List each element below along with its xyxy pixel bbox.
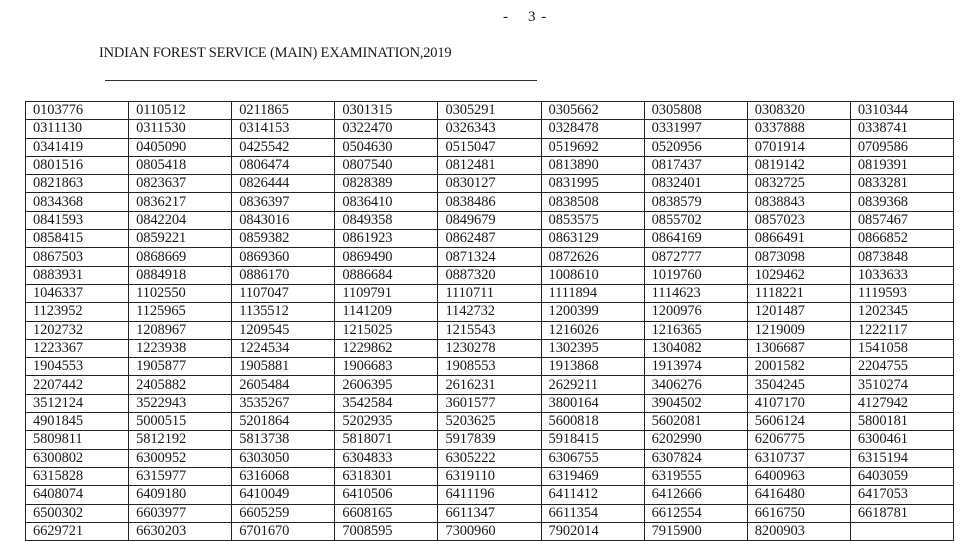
table-row (26, 504, 954, 522)
roll-number-cell: 0807540 (335, 156, 438, 174)
roll-number-cell: 6316068 (232, 467, 335, 485)
roll-number-cell: 1905877 (129, 358, 232, 376)
roll-number-cell: 7300960 (438, 522, 541, 540)
roll-number-cell: 2616231 (438, 376, 541, 394)
roll-number-cell: 5809811 (26, 431, 129, 449)
roll-number-cell: 2405882 (129, 376, 232, 394)
roll-number-cell: 1219009 (747, 321, 850, 339)
roll-number-cell: 0308320 (747, 102, 850, 120)
roll-number-cell: 1223938 (129, 339, 232, 357)
roll-number-cell: 3800164 (541, 394, 644, 412)
roll-number-cell: 1913868 (541, 358, 644, 376)
roll-number-cell: 1202345 (850, 303, 953, 321)
roll-number-cell: 0519692 (541, 138, 644, 156)
roll-number-cell: 1208967 (129, 321, 232, 339)
roll-number-cell: 0858415 (26, 230, 129, 248)
roll-number-cell: 0842204 (129, 211, 232, 229)
roll-number-cell: 0834368 (26, 193, 129, 211)
roll-number-cell: 6608165 (335, 504, 438, 522)
roll-number-cell: 2001582 (747, 358, 850, 376)
roll-number-cell: 1110711 (438, 284, 541, 302)
roll-number-cell: 5203625 (438, 413, 541, 431)
roll-number-cell: 1224534 (232, 339, 335, 357)
roll-number-cell: 1202732 (26, 321, 129, 339)
roll-number-cell: 7915900 (644, 522, 747, 540)
roll-number-cell: 6411412 (541, 486, 644, 504)
roll-number-cell: 1215543 (438, 321, 541, 339)
table-row (26, 376, 954, 394)
roll-number-cell: 5202935 (335, 413, 438, 431)
roll-number-cell: 0861923 (335, 230, 438, 248)
roll-number-cell: 1215025 (335, 321, 438, 339)
roll-number-cell: 0887320 (438, 266, 541, 284)
roll-number-cell: 4901845 (26, 413, 129, 431)
roll-number-cell: 0849679 (438, 211, 541, 229)
roll-number-cell: 0849358 (335, 211, 438, 229)
roll-number-cell: 6206775 (747, 431, 850, 449)
roll-number-cell: 0821863 (26, 175, 129, 193)
roll-number-cell: 0838843 (747, 193, 850, 211)
roll-number-cell: 6400963 (747, 467, 850, 485)
roll-number-cell: 6304833 (335, 449, 438, 467)
roll-number-cell: 3406276 (644, 376, 747, 394)
roll-number-cell: 0838486 (438, 193, 541, 211)
roll-number-cell: 6611354 (541, 504, 644, 522)
roll-number-cell: 6319110 (438, 467, 541, 485)
table-row (26, 303, 954, 321)
roll-number-cell: 0859382 (232, 230, 335, 248)
roll-number-cell: 1223367 (26, 339, 129, 357)
roll-number-cell: 0869360 (232, 248, 335, 266)
roll-number-cell: 0425542 (232, 138, 335, 156)
roll-number-cell: 0326343 (438, 120, 541, 138)
roll-number-cell: 1111894 (541, 284, 644, 302)
roll-number-cell: 1906683 (335, 358, 438, 376)
table-row (26, 522, 954, 540)
roll-number-cell: 0805418 (129, 156, 232, 174)
roll-number-cell: 0520956 (644, 138, 747, 156)
roll-number-cell: 0813890 (541, 156, 644, 174)
roll-number-cell: 0873098 (747, 248, 850, 266)
roll-number-cell: 0857023 (747, 211, 850, 229)
roll-number-cell: 1201487 (747, 303, 850, 321)
table-row (26, 193, 954, 211)
roll-number-cell: 0884918 (129, 266, 232, 284)
roll-number-cell: 3542584 (335, 394, 438, 412)
table-row (26, 284, 954, 302)
roll-number-cell: 0110512 (129, 102, 232, 120)
roll-number-cell: 1123952 (26, 303, 129, 321)
table-row (26, 321, 954, 339)
table-row (26, 449, 954, 467)
roll-number-cell: 0832401 (644, 175, 747, 193)
table-row (26, 211, 954, 229)
roll-number-cell: 0857467 (850, 211, 953, 229)
roll-number-cell: 0301315 (335, 102, 438, 120)
roll-number-cell: 5606124 (747, 413, 850, 431)
roll-number-cell: 6603977 (129, 504, 232, 522)
roll-number-cell: 6403059 (850, 467, 953, 485)
roll-number-cell: 6500302 (26, 504, 129, 522)
roll-number-cell: 6303050 (232, 449, 335, 467)
table-row (26, 248, 954, 266)
roll-number-cell: 6629721 (26, 522, 129, 540)
roll-numbers-table (25, 101, 954, 541)
roll-number-cell: 0405090 (129, 138, 232, 156)
roll-number-cell: 5201864 (232, 413, 335, 431)
roll-number-cell: 4107170 (747, 394, 850, 412)
roll-number-cell: 1008610 (541, 266, 644, 284)
roll-number-cell: 6300952 (129, 449, 232, 467)
roll-number-cell: 0826444 (232, 175, 335, 193)
roll-number-cell: 1033633 (850, 266, 953, 284)
roll-number-cell: 0859221 (129, 230, 232, 248)
roll-number-cell: 1102550 (129, 284, 232, 302)
roll-number-cell: 0869490 (335, 248, 438, 266)
roll-number-cell: 1142732 (438, 303, 541, 321)
roll-number-cell: 0504630 (335, 138, 438, 156)
roll-number-cell: 0862487 (438, 230, 541, 248)
roll-number-cell: 0817437 (644, 156, 747, 174)
roll-number-cell: 0328478 (541, 120, 644, 138)
roll-number-cell: 1135512 (232, 303, 335, 321)
roll-number-cell: 0211865 (232, 102, 335, 120)
roll-number-cell: 0883931 (26, 266, 129, 284)
roll-number-cell: 0311130 (26, 120, 129, 138)
table-row (26, 266, 954, 284)
roll-number-cell: 6315828 (26, 467, 129, 485)
roll-number-cell: 0886684 (335, 266, 438, 284)
roll-number-cell: 0833281 (850, 175, 953, 193)
roll-number-cell: 0823637 (129, 175, 232, 193)
roll-number-cell: 1029462 (747, 266, 850, 284)
roll-number-cell: 2605484 (232, 376, 335, 394)
roll-number-cell: 6315977 (129, 467, 232, 485)
roll-number-cell: 5602081 (644, 413, 747, 431)
roll-number-cell: 0305291 (438, 102, 541, 120)
roll-number-cell: 6202990 (644, 431, 747, 449)
table-row (26, 467, 954, 485)
roll-number-cell: 1304082 (644, 339, 747, 357)
roll-number-cell: 0838508 (541, 193, 644, 211)
roll-number-cell: 6416480 (747, 486, 850, 504)
roll-number-cell: 3904502 (644, 394, 747, 412)
table-row (26, 138, 954, 156)
roll-number-cell: 6319555 (644, 467, 747, 485)
roll-number-cell: 0873848 (850, 248, 953, 266)
roll-number-cell: 6412666 (644, 486, 747, 504)
roll-number-cell: 0843016 (232, 211, 335, 229)
roll-number-cell: 1908553 (438, 358, 541, 376)
roll-number-cell: 1905881 (232, 358, 335, 376)
roll-number-cell: 7902014 (541, 522, 644, 540)
roll-number-cell: 5917839 (438, 431, 541, 449)
roll-number-cell: 0867503 (26, 248, 129, 266)
roll-number-cell: 0341419 (26, 138, 129, 156)
roll-number-cell: 0806474 (232, 156, 335, 174)
roll-number-cell: 1216365 (644, 321, 747, 339)
roll-number-cell: 1230278 (438, 339, 541, 357)
roll-number-cell: 3510274 (850, 376, 953, 394)
roll-number-cell: 6300461 (850, 431, 953, 449)
roll-number-cell: 1306687 (747, 339, 850, 357)
roll-number-cell: 2606395 (335, 376, 438, 394)
roll-number-cell: 1125965 (129, 303, 232, 321)
roll-number-cell: 0836217 (129, 193, 232, 211)
roll-number-cell: 6411196 (438, 486, 541, 504)
table-row (26, 486, 954, 504)
table-row (26, 230, 954, 248)
roll-number-cell: 0831995 (541, 175, 644, 193)
roll-number-cell: 1229862 (335, 339, 438, 357)
roll-number-cell: 1222117 (850, 321, 953, 339)
roll-number-cell: 6410049 (232, 486, 335, 504)
roll-number-cell: 0838579 (644, 193, 747, 211)
roll-number-cell: 6315194 (850, 449, 953, 467)
roll-number-cell: 0832725 (747, 175, 850, 193)
roll-number-cell: 0305808 (644, 102, 747, 120)
roll-number-cell: 1216026 (541, 321, 644, 339)
roll-number-cell: 6319469 (541, 467, 644, 485)
roll-number-cell: 1114623 (644, 284, 747, 302)
roll-number-cell: 0305662 (541, 102, 644, 120)
roll-number-cell: 6605259 (232, 504, 335, 522)
roll-number-cell: 3512124 (26, 394, 129, 412)
exam-title: INDIAN FOREST SERVICE (MAIN) EXAMINATION,2019 (99, 45, 452, 61)
roll-number-cell: 0701914 (747, 138, 850, 156)
roll-number-cell: 6408074 (26, 486, 129, 504)
roll-number-cell: 0314153 (232, 120, 335, 138)
roll-number-cell: 0886170 (232, 266, 335, 284)
roll-number-cell: 5800181 (850, 413, 953, 431)
roll-number-cell: 6318301 (335, 467, 438, 485)
roll-number-cell: 0338741 (850, 120, 953, 138)
roll-number-cell: 1200399 (541, 303, 644, 321)
roll-number-cell: 3504245 (747, 376, 850, 394)
roll-number-cell: 1118221 (747, 284, 850, 302)
roll-number-cell: 5600818 (541, 413, 644, 431)
roll-number-cell: 6410506 (335, 486, 438, 504)
roll-number-cell: 5813738 (232, 431, 335, 449)
roll-number-cell: 0515047 (438, 138, 541, 156)
table-row (26, 175, 954, 193)
roll-number-cell: 4127942 (850, 394, 953, 412)
roll-number-cell: 7008595 (335, 522, 438, 540)
table-row (26, 102, 954, 120)
page-number: - 3 - (503, 9, 548, 25)
roll-number-cell: 0801516 (26, 156, 129, 174)
roll-number-cell: 1913974 (644, 358, 747, 376)
roll-number-cell: 0812481 (438, 156, 541, 174)
table-row (26, 120, 954, 138)
roll-number-cell: 6409180 (129, 486, 232, 504)
roll-number-cell: 6305222 (438, 449, 541, 467)
roll-number-cell: 1046337 (26, 284, 129, 302)
roll-number-cell: 0828389 (335, 175, 438, 193)
table-row (26, 394, 954, 412)
roll-number-cell: 0853575 (541, 211, 644, 229)
roll-numbers-table-body (26, 102, 954, 541)
roll-number-cell: 0311530 (129, 120, 232, 138)
roll-number-cell: 6307824 (644, 449, 747, 467)
roll-number-cell: 2629211 (541, 376, 644, 394)
table-row (26, 156, 954, 174)
roll-number-cell: 0863129 (541, 230, 644, 248)
roll-number-cell: 2207442 (26, 376, 129, 394)
roll-number-cell: 0866491 (747, 230, 850, 248)
title-underline (105, 80, 537, 81)
roll-number-cell: 8200903 (747, 522, 850, 540)
roll-number-cell: 0819391 (850, 156, 953, 174)
roll-number-cell: 0839368 (850, 193, 953, 211)
roll-number-cell: 0709586 (850, 138, 953, 156)
roll-number-cell: 0855702 (644, 211, 747, 229)
table-row (26, 358, 954, 376)
roll-number-cell: 1209545 (232, 321, 335, 339)
roll-number-cell: 6701670 (232, 522, 335, 540)
roll-number-cell: 1200976 (644, 303, 747, 321)
roll-number-cell: 6310737 (747, 449, 850, 467)
roll-number-cell: 6300802 (26, 449, 129, 467)
table-row (26, 339, 954, 357)
roll-number-cell: 0872626 (541, 248, 644, 266)
roll-number-cell: 0841593 (26, 211, 129, 229)
roll-number-cell: 1109791 (335, 284, 438, 302)
roll-number-cell: 1107047 (232, 284, 335, 302)
roll-number-cell: 5000515 (129, 413, 232, 431)
roll-number-cell: 0331997 (644, 120, 747, 138)
roll-number-cell: 1019760 (644, 266, 747, 284)
roll-number-cell: 0819142 (747, 156, 850, 174)
roll-number-cell: 0337888 (747, 120, 850, 138)
roll-number-cell: 0836397 (232, 193, 335, 211)
roll-number-cell: 0872777 (644, 248, 747, 266)
roll-number-cell: 0830127 (438, 175, 541, 193)
roll-number-cell: 1541058 (850, 339, 953, 357)
roll-number-cell: 1141209 (335, 303, 438, 321)
roll-number-cell: 2204755 (850, 358, 953, 376)
roll-number-cell: 0322470 (335, 120, 438, 138)
roll-number-cell: 6630203 (129, 522, 232, 540)
roll-number-cell: 1302395 (541, 339, 644, 357)
roll-number-cell: 5918415 (541, 431, 644, 449)
roll-number-cell: 3522943 (129, 394, 232, 412)
roll-number-cell: 0868669 (129, 248, 232, 266)
roll-number-cell: 0310344 (850, 102, 953, 120)
roll-number-cell: 5812192 (129, 431, 232, 449)
roll-number-cell: 5818071 (335, 431, 438, 449)
roll-number-cell: 6417053 (850, 486, 953, 504)
roll-number-cell: 6612554 (644, 504, 747, 522)
table-row (26, 431, 954, 449)
roll-number-cell: 0866852 (850, 230, 953, 248)
roll-number-cell: 6616750 (747, 504, 850, 522)
table-row (26, 413, 954, 431)
roll-number-cell: 6618781 (850, 504, 953, 522)
roll-number-cell (850, 522, 953, 540)
roll-number-cell: 6611347 (438, 504, 541, 522)
roll-number-cell: 0864169 (644, 230, 747, 248)
roll-number-cell: 6306755 (541, 449, 644, 467)
roll-number-cell: 3535267 (232, 394, 335, 412)
roll-number-cell: 0871324 (438, 248, 541, 266)
roll-number-cell: 3601577 (438, 394, 541, 412)
roll-number-cell: 1119593 (850, 284, 953, 302)
roll-number-cell: 0836410 (335, 193, 438, 211)
roll-number-cell: 1904553 (26, 358, 129, 376)
roll-number-cell: 0103776 (26, 102, 129, 120)
